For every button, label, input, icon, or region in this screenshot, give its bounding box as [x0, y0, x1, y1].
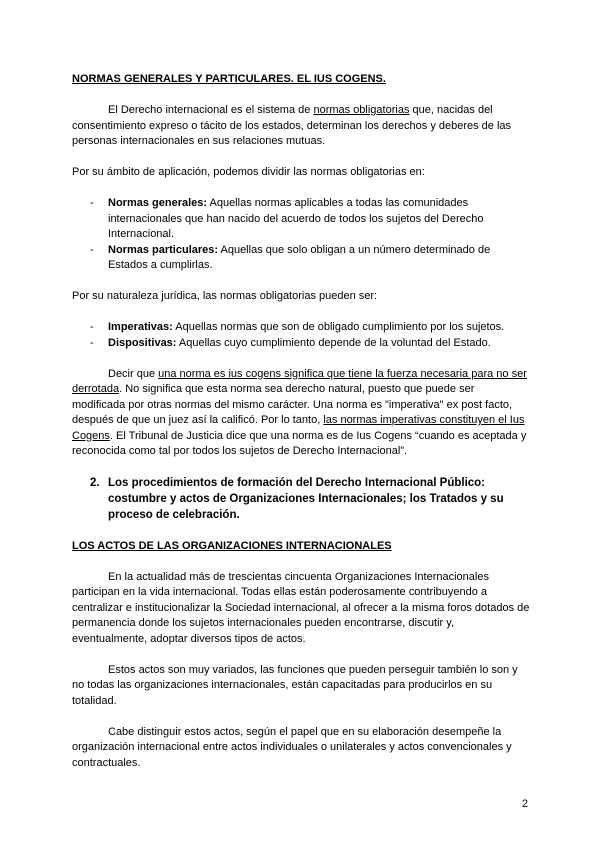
section-title: Los procedimientos de formación del Derecho Internacional Público: costumbre y actos de Organizaciones Internacionales; los Tratados y su proceso de celebración. [108, 477, 504, 521]
list-item [72, 243, 530, 274]
text-span: . El Tribunal de Justicia dice que una norma es de Ius Cogens “cuando es aceptada y reconocida como tal por todos los sujetos de Derecho Internacional”. [72, 429, 527, 457]
paragraph-distinguir: Cabe distinguir estos actos, según el papel que en su elaboración desempeñe la organización internacional entre actos individuales o unilaterales y actos convencionales y contractuales. [72, 725, 512, 769]
list-naturaleza [72, 320, 530, 351]
list-term: Imperativas: [108, 321, 173, 333]
section-heading-actos: LOS ACTOS DE LAS ORGANIZACIONES INTERNACIONALES [72, 539, 392, 552]
text-span: que, nacidas del consentimiento expreso o tácito de los estados, determinan los derechos y deberes de las personas internacionales en sus relaciones mutuas. [72, 104, 512, 147]
list-text: Aquellas cuyo cumplimiento depende de la voluntad del Estado. [176, 336, 491, 349]
paragraph-definition [72, 103, 530, 150]
paragraph-ius-cogens [72, 367, 530, 460]
underlined-phrase: una norma es ius cogens significa que tiene la fuerza necesaria para no ser derrotada [72, 367, 527, 395]
paragraph-naturaleza: Por su naturaleza jurídica, las normas obligatorias pueden ser: [72, 290, 378, 302]
list-item [72, 196, 530, 243]
list-ambito [72, 196, 530, 274]
paragraph-variados: Estos actos son muy variados, las funciones que pueden perseguir también lo son y no todas las organizaciones internacionales, están capacitadas para producirlos en su totalidad. [72, 663, 518, 707]
text-span: El Derecho internacional es el sistema de [108, 104, 314, 116]
text-span: . No significa que esta norma sea derecho natural, puesto que puede ser modificada por otras normas del mismo carácter. Una norma es "imperativa" ex post facto, después de que un juez así la calificó. Por lo tanto, [72, 383, 513, 426]
list-text: Aquellas normas aplicables a todas las comunidades internacionales que han nacido del acuerdo de todos los sujetos del Derecho Internacional. [108, 197, 484, 240]
document-page [72, 72, 530, 771]
section-number: 2. [90, 477, 100, 489]
paragraph-ambito: Por su ámbito de aplicación, podemos dividir las normas obligatorias en: [72, 166, 425, 178]
list-item [72, 336, 530, 352]
underlined-phrase: las normas imperativas constituyen el Ius Cogens [72, 414, 525, 442]
section-heading-normas: NORMAS GENERALES Y PARTICULARES. EL IUS COGENS. [72, 73, 386, 85]
list-term: Dispositivas: [108, 336, 177, 349]
list-term: Normas generales: [108, 197, 208, 209]
section-heading-procedimientos [72, 475, 530, 523]
underlined-term: normas obligatorias [313, 104, 410, 116]
text-span: Decir que [108, 367, 159, 380]
list-term: Normas particulares: [108, 243, 219, 256]
numbered-section-list [72, 475, 530, 523]
list-item [72, 320, 530, 336]
paragraph-actualidad: En la actualidad más de trescientas cincuenta Organizaciones Internacionales participan en la vida internacional. Todas ellas están poderosamente contribuyendo a centralizar e institucionalizar la Sociedad internacional, al ofrecer a la misma foros dotados de permanencia donde los sujetos internacionales pueden encontrarse, discutir y, eventualmente, adoptar diversos tipos de actos. [72, 570, 530, 645]
page-number: 2 [521, 798, 528, 810]
list-text: Aquellas normas que son de obligado cumplimiento por los sujetos. [172, 321, 505, 333]
list-text: Aquellas que solo obligan a un número determinado de Estados a cumplirlas. [108, 243, 491, 271]
